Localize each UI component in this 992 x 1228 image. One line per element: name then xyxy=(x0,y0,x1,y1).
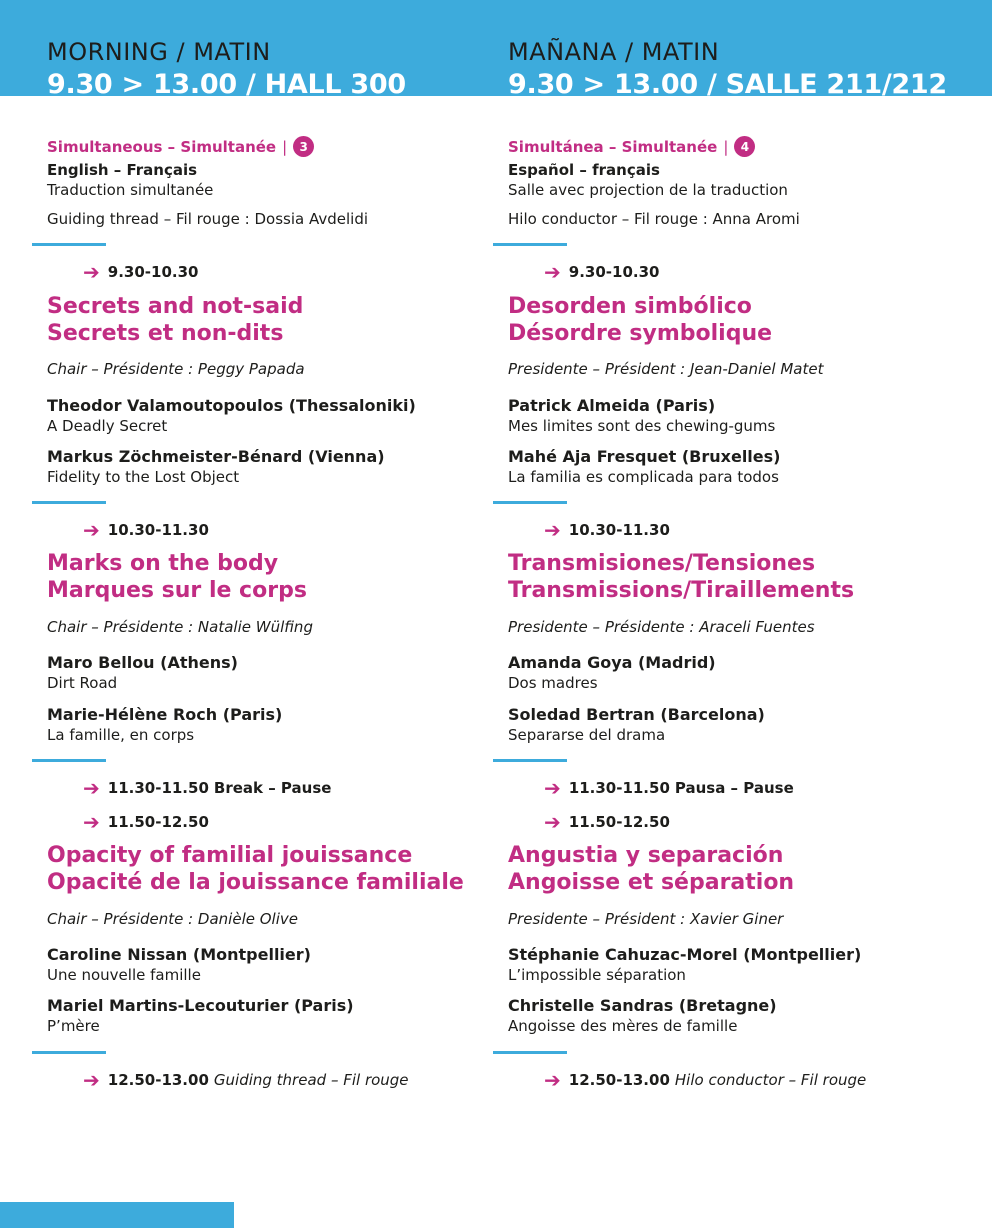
block-title-line-1: Marks on the body xyxy=(47,551,279,576)
translation-note: Salle avec projection de la traduction xyxy=(508,181,788,199)
talk-title: P’mère xyxy=(47,1017,100,1035)
block-title-line-1: Opacity of familial jouissance xyxy=(47,843,413,868)
right-arrow-icon: ➔ xyxy=(83,776,100,800)
break-label: Pausa – Pause xyxy=(674,779,794,797)
block-title-line-1: Transmisiones/Tensiones xyxy=(508,551,816,576)
talk-title: Dos madres xyxy=(508,674,598,692)
languages: English – Français xyxy=(47,161,198,179)
time-slot xyxy=(83,262,198,282)
right-arrow-icon: ➔ xyxy=(544,518,561,542)
talk-title: Une nouvelle famille xyxy=(47,966,201,984)
speaker-name: Markus Zöchmeister-Bénard (Vienna) xyxy=(47,447,385,466)
speaker-name: Amanda Goya (Madrid) xyxy=(508,653,716,672)
session-label: MAÑANA / MATIN xyxy=(508,38,720,66)
room-badge: 3 xyxy=(293,136,314,157)
break-slot xyxy=(544,778,794,798)
right-arrow-icon: ➔ xyxy=(544,810,561,834)
guiding-thread: Guiding thread – Fil rouge : Dossia Avdelidi xyxy=(47,210,369,228)
speaker-name: Caroline Nissan (Montpellier) xyxy=(47,945,311,964)
session-label: MORNING / MATIN xyxy=(47,38,271,66)
time-slot xyxy=(83,520,209,540)
speaker-name: Patrick Almeida (Paris) xyxy=(508,396,716,415)
block-title-line-1: Angustia y separación xyxy=(508,843,784,868)
divider xyxy=(493,759,567,762)
slot-time: 9.30-10.30 xyxy=(568,263,660,281)
room-badge: 4 xyxy=(734,136,755,157)
block-title-line-2: Secrets et non-dits xyxy=(47,321,284,346)
divider xyxy=(32,759,106,762)
speaker-name: Marie-Hélène Roch (Paris) xyxy=(47,705,283,724)
talk-title: Dirt Road xyxy=(47,674,118,692)
block-title-line-2: Marques sur le corps xyxy=(47,578,307,603)
chair: Presidente – Président : Xavier Giner xyxy=(508,910,784,928)
closing-label: Hilo conductor – Fil rouge xyxy=(674,1071,867,1089)
right-arrow-icon: ➔ xyxy=(544,1068,561,1092)
time-slot xyxy=(83,812,209,832)
slot-time: 10.30-11.30 xyxy=(568,521,670,539)
right-arrow-icon: ➔ xyxy=(83,518,100,542)
simultaneous-line xyxy=(508,136,755,157)
block-title xyxy=(47,842,464,896)
talk-title: Angoisse des mères de famille xyxy=(508,1017,738,1035)
languages: Español – français xyxy=(508,161,660,179)
break-time: 11.30-11.50 xyxy=(568,779,670,797)
block-title-line-2: Transmissions/Tiraillements xyxy=(508,578,855,603)
time-slot xyxy=(544,812,670,832)
block-title xyxy=(508,550,854,604)
talk-title: La familia es complicada para todos xyxy=(508,468,779,486)
chair: Presidente – Présidente : Araceli Fuentes xyxy=(508,618,815,636)
talk-title: L’impossible séparation xyxy=(508,966,686,984)
talk-title: Fidelity to the Lost Object xyxy=(47,468,240,486)
slot-time: 11.50-12.50 xyxy=(568,813,670,831)
guiding-thread: Hilo conductor – Fil rouge : Anna Aromi xyxy=(508,210,800,228)
divider xyxy=(32,243,106,246)
slot-time: 9.30-10.30 xyxy=(107,263,199,281)
speaker-name: Theodor Valamoutopoulos (Thessaloniki) xyxy=(47,396,416,415)
time-slot xyxy=(544,262,659,282)
speaker-name: Mariel Martins-Lecouturier (Paris) xyxy=(47,996,354,1015)
block-title-line-1: Secrets and not-said xyxy=(47,294,304,319)
closing-time: 12.50-13.00 xyxy=(107,1071,209,1089)
talk-title: Separarse del drama xyxy=(508,726,666,744)
slot-time: 11.50-12.50 xyxy=(107,813,209,831)
block-title xyxy=(508,842,794,896)
separator: | xyxy=(723,137,729,156)
speaker-name: Maro Bellou (Athens) xyxy=(47,653,238,672)
session-time: 9.30 > 13.00 / HALL 300 xyxy=(47,69,406,100)
speaker-name: Stéphanie Cahuzac-Morel (Montpellier) xyxy=(508,945,862,964)
divider xyxy=(32,501,106,504)
right-arrow-icon: ➔ xyxy=(83,1068,100,1092)
slot-time: 10.30-11.30 xyxy=(107,521,209,539)
speaker-name: Christelle Sandras (Bretagne) xyxy=(508,996,777,1015)
chair: Chair – Présidente : Danièle Olive xyxy=(47,910,298,928)
simultaneous-label: Simultánea – Simultanée xyxy=(508,137,718,156)
block-title xyxy=(508,293,772,347)
chair: Chair – Présidente : Peggy Papada xyxy=(47,360,305,378)
speaker-name: Soledad Bertran (Barcelona) xyxy=(508,705,765,724)
right-arrow-icon: ➔ xyxy=(544,260,561,284)
simultaneous-line xyxy=(47,136,314,157)
simultaneous-label: Simultaneous – Simultanée xyxy=(47,137,277,156)
divider xyxy=(32,1051,106,1054)
block-title-line-1: Desorden simbólico xyxy=(508,294,752,319)
right-arrow-icon: ➔ xyxy=(83,260,100,284)
closing-slot xyxy=(83,1070,409,1090)
divider xyxy=(493,501,567,504)
talk-title: La famille, en corps xyxy=(47,726,195,744)
closing-slot xyxy=(544,1070,866,1090)
divider xyxy=(493,243,567,246)
break-label: Break – Pause xyxy=(213,779,332,797)
right-arrow-icon: ➔ xyxy=(544,776,561,800)
translation-note: Traduction simultanée xyxy=(47,181,214,199)
session-time: 9.30 > 13.00 / SALLE 211/212 xyxy=(508,69,947,100)
block-title xyxy=(47,293,303,347)
separator: | xyxy=(282,137,288,156)
speaker-name: Mahé Aja Fresquet (Bruxelles) xyxy=(508,447,781,466)
block-title-line-2: Désordre symbolique xyxy=(508,321,773,346)
break-time: 11.30-11.50 xyxy=(107,779,209,797)
right-arrow-icon: ➔ xyxy=(83,810,100,834)
closing-label: Guiding thread – Fil rouge xyxy=(213,1071,409,1089)
block-title-line-2: Angoisse et séparation xyxy=(508,870,795,895)
break-slot xyxy=(83,778,331,798)
talk-title: Mes limites sont des chewing-gums xyxy=(508,417,776,435)
divider xyxy=(493,1051,567,1054)
footer-band xyxy=(0,1202,234,1228)
time-slot xyxy=(544,520,670,540)
chair: Presidente – Président : Jean-Daniel Matet xyxy=(508,360,824,378)
closing-time: 12.50-13.00 xyxy=(568,1071,670,1089)
talk-title: A Deadly Secret xyxy=(47,417,168,435)
chair: Chair – Présidente : Natalie Wülfing xyxy=(47,618,313,636)
block-title-line-2: Opacité de la jouissance familiale xyxy=(47,870,464,895)
block-title xyxy=(47,550,307,604)
